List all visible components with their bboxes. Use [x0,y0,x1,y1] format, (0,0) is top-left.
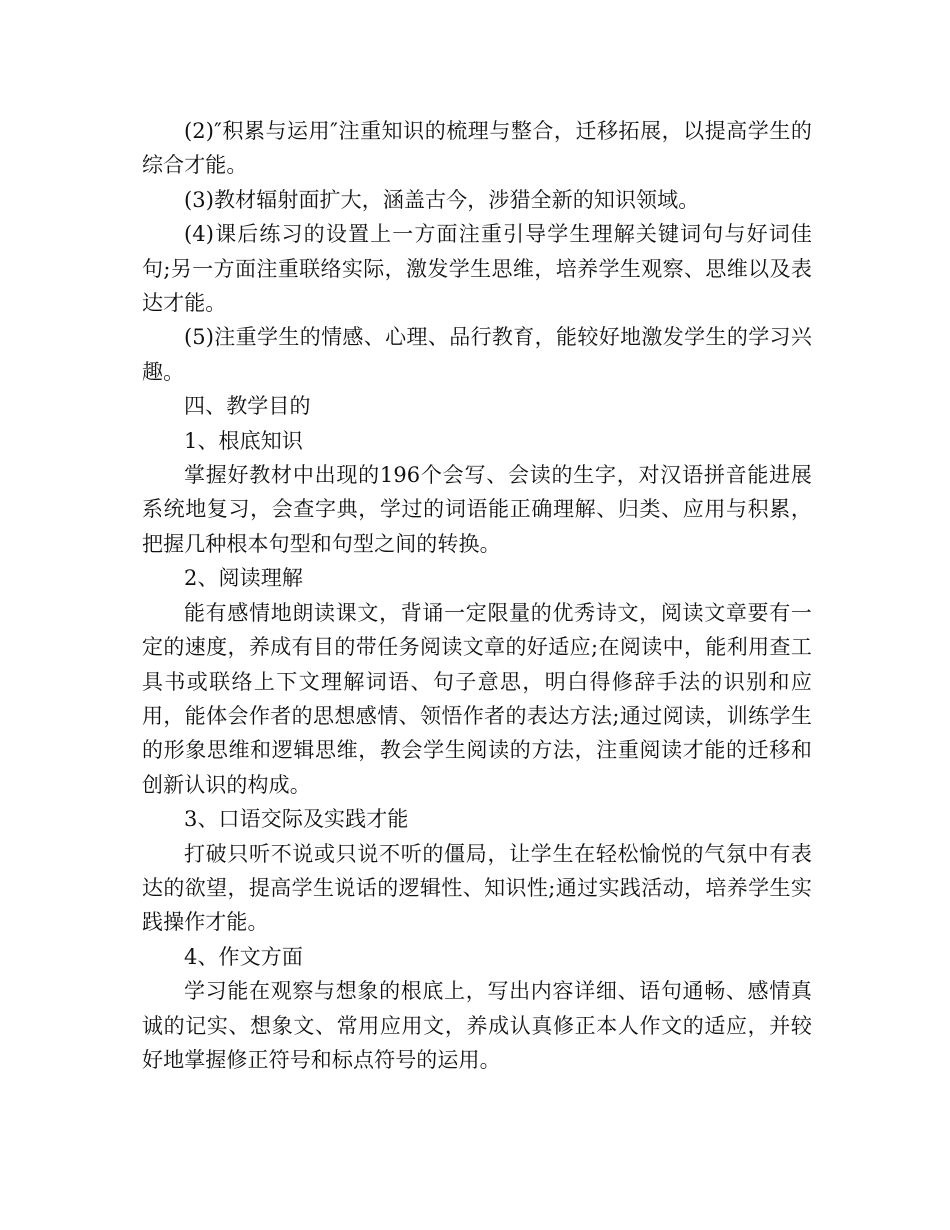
paragraph-item-4: (4)课后练习的设置上一方面注重引导学生理解关键词句与好词佳句;另一方面注重联络实际，激发学生思维，培养学生观察、思维以及表达才能。 [142,222,812,316]
subheading-reading-comprehension: 2、阅读理解 [184,566,303,591]
section-heading-teaching-goals: 四、教学目的 [184,394,311,419]
document-body [142,114,812,1077]
paragraph-item-3: (3)教材辐射面扩大，涵盖古今，涉猎全新的知识领域。 [184,187,700,212]
subheading-composition: 4、作文方面 [184,944,303,969]
paragraph-item-5: (5)注重学生的情感、心理、品行教育，能较好地激发学生的学习兴趣。 [142,325,812,384]
subheading-oral-communication: 3、口语交际及实践才能 [184,807,409,832]
paragraph-item-2: (2)″积累与运用″注重知识的梳理与整合，迁移拓展，以提高学生的综合才能。 [142,119,812,178]
paragraph-reading-comprehension: 能有感情地朗读课文，背诵一定限量的优秀诗文，阅读文章要有一定的速度，养成有目的带任务阅读文章的好适应;在阅读中，能利用查工具书或联络上下文理解词语、句子意思，明白得修辞手法的识别和应用，能体会作者的思想感情、领悟作者的表达方法;通过阅读，训练学生的形象思维和逻辑思维，教会学生阅读的方法，注重阅读才能的迁移和创新认识的构成。 [142,600,812,797]
paragraph-composition: 学习能在观察与想象的根底上，写出内容详细、语句通畅、感情真诚的记实、想象文、常用应用文，养成认真修正本人作文的适应，并较好地掌握修正符号和标点符号的运用。 [142,979,812,1072]
subheading-basic-knowledge: 1、根底知识 [184,428,303,453]
paragraph-oral-communication: 打破只听不说或只说不听的僵局，让学生在轻松愉悦的气氛中有表达的欲望，提高学生说话的逻辑性、知识性;通过实践活动，培养学生实践操作才能。 [142,841,812,935]
paragraph-basic-knowledge: 掌握好教材中出现的196个会写、会读的生字，对汉语拼音能进展系统地复习，会查字典，学过的词语能正确理解、归类、应用与积累，把握几种根本句型和句型之间的转换。 [142,463,812,556]
